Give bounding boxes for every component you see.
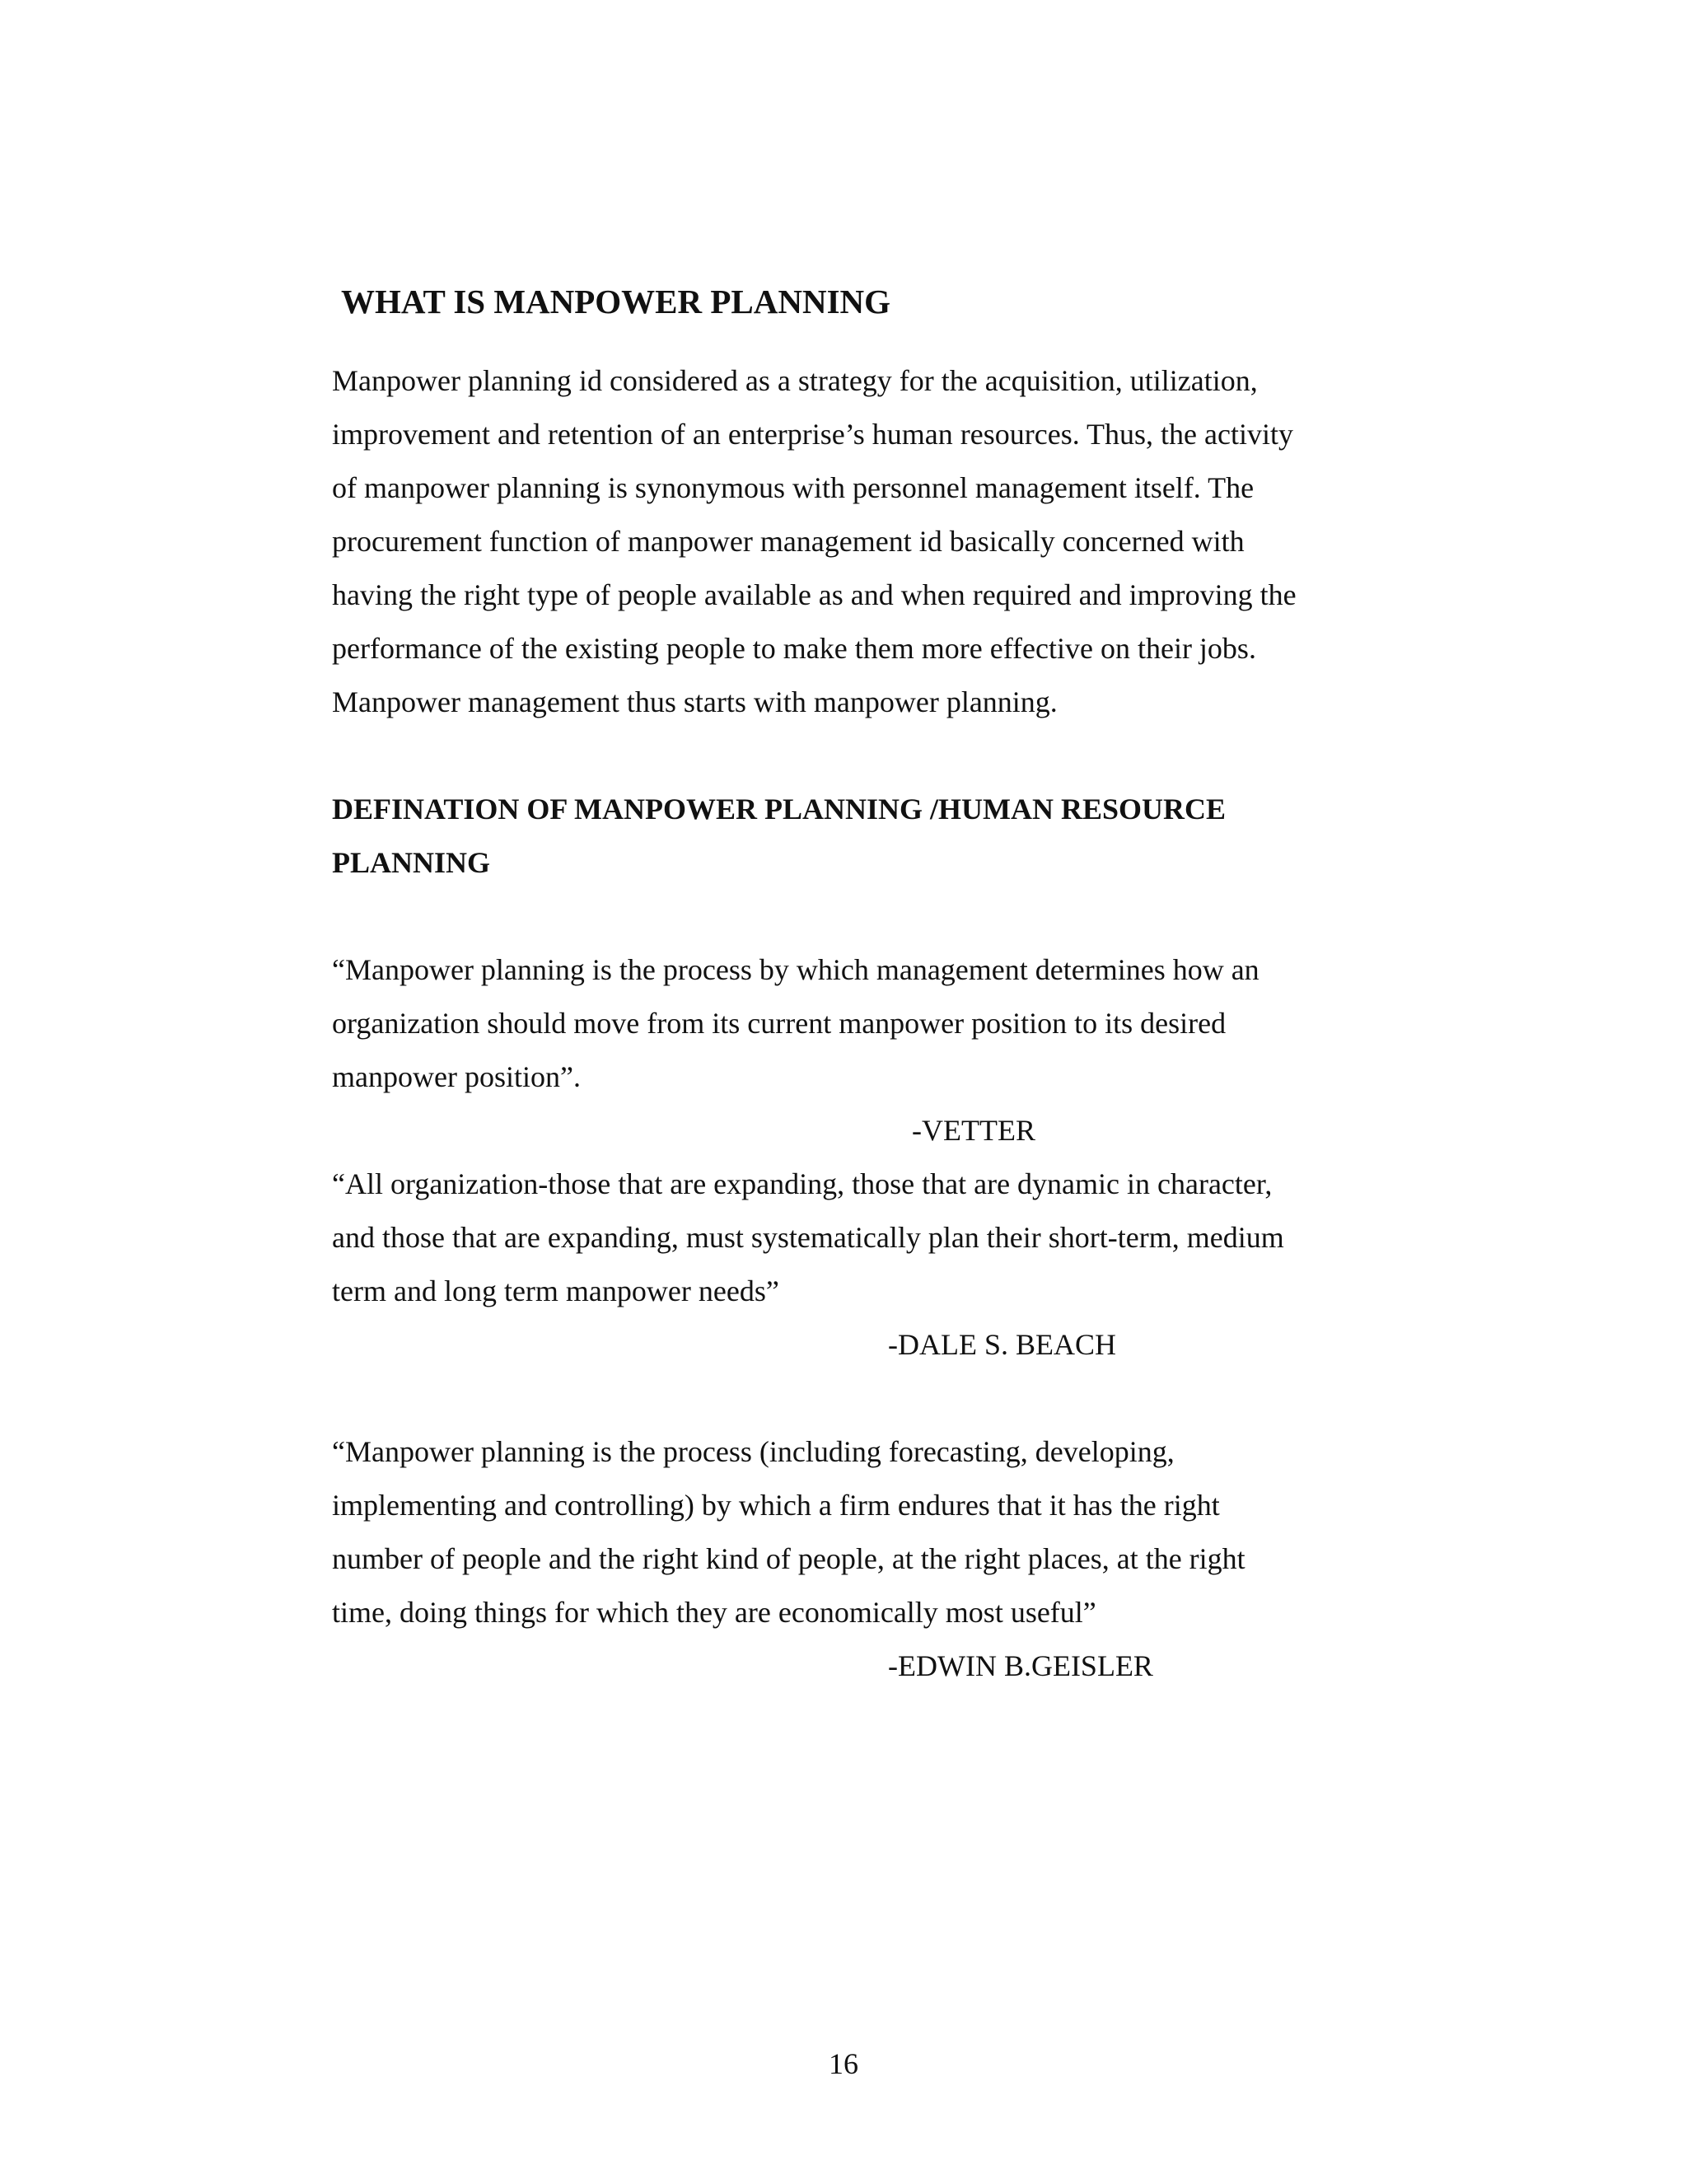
definition-heading-line: DEFINATION OF MANPOWER PLANNING /HUMAN RESOURCE [332, 793, 1227, 825]
quote-line: “Manpower planning is the process (including forecasting, developing, [332, 1435, 1175, 1468]
intro-paragraph [332, 354, 1370, 729]
intro-line: Manpower planning id considered as a strategy for the acquisition, utilization, [332, 364, 1258, 397]
quote-author-beach: -DALE S. BEACH [888, 1328, 1116, 1361]
intro-line: having the right type of people available as and when required and improving the [332, 578, 1297, 611]
quote-line: number of people and the right kind of people, at the right places, at the right [332, 1542, 1245, 1575]
quote-author-vetter: -VETTER [912, 1114, 1035, 1147]
quote-beach [332, 1157, 1370, 1318]
intro-line: performance of the existing people to make them more effective on their jobs. [332, 632, 1256, 665]
quote-vetter [332, 943, 1370, 1104]
quote-line: manpower position”. [332, 1060, 581, 1093]
quote-line: “All organization-those that are expanding, those that are dynamic in character, [332, 1167, 1273, 1200]
quote-line: term and long term manpower needs” [332, 1274, 779, 1307]
definition-heading-line: PLANNING [332, 846, 491, 879]
quote-line: and those that are expanding, must systematically plan their short-term, medium [332, 1221, 1284, 1254]
definition-heading [332, 783, 1226, 890]
page-number: 16 [829, 2047, 858, 2080]
quote-geisler [332, 1425, 1370, 1639]
quote-line: organization should move from its current manpower position to its desired [332, 1007, 1227, 1040]
intro-line: improvement and retention of an enterprise’s human resources. Thus, the activity [332, 418, 1293, 451]
quote-line: “Manpower planning is the process by which management determines how an [332, 953, 1259, 986]
intro-line: Manpower management thus starts with manpower planning. [332, 685, 1058, 718]
intro-line: of manpower planning is synonymous with personnel management itself. The [332, 471, 1255, 504]
intro-line: procurement function of manpower management id basically concerned with [332, 525, 1245, 558]
quote-line: time, doing things for which they are economically most useful” [332, 1596, 1096, 1629]
page-title: WHAT IS MANPOWER PLANNING [341, 283, 891, 320]
quote-line: implementing and controlling) by which a firm endures that it has the right [332, 1489, 1220, 1522]
quote-author-geisler: -EDWIN B.GEISLER [888, 1649, 1153, 1682]
